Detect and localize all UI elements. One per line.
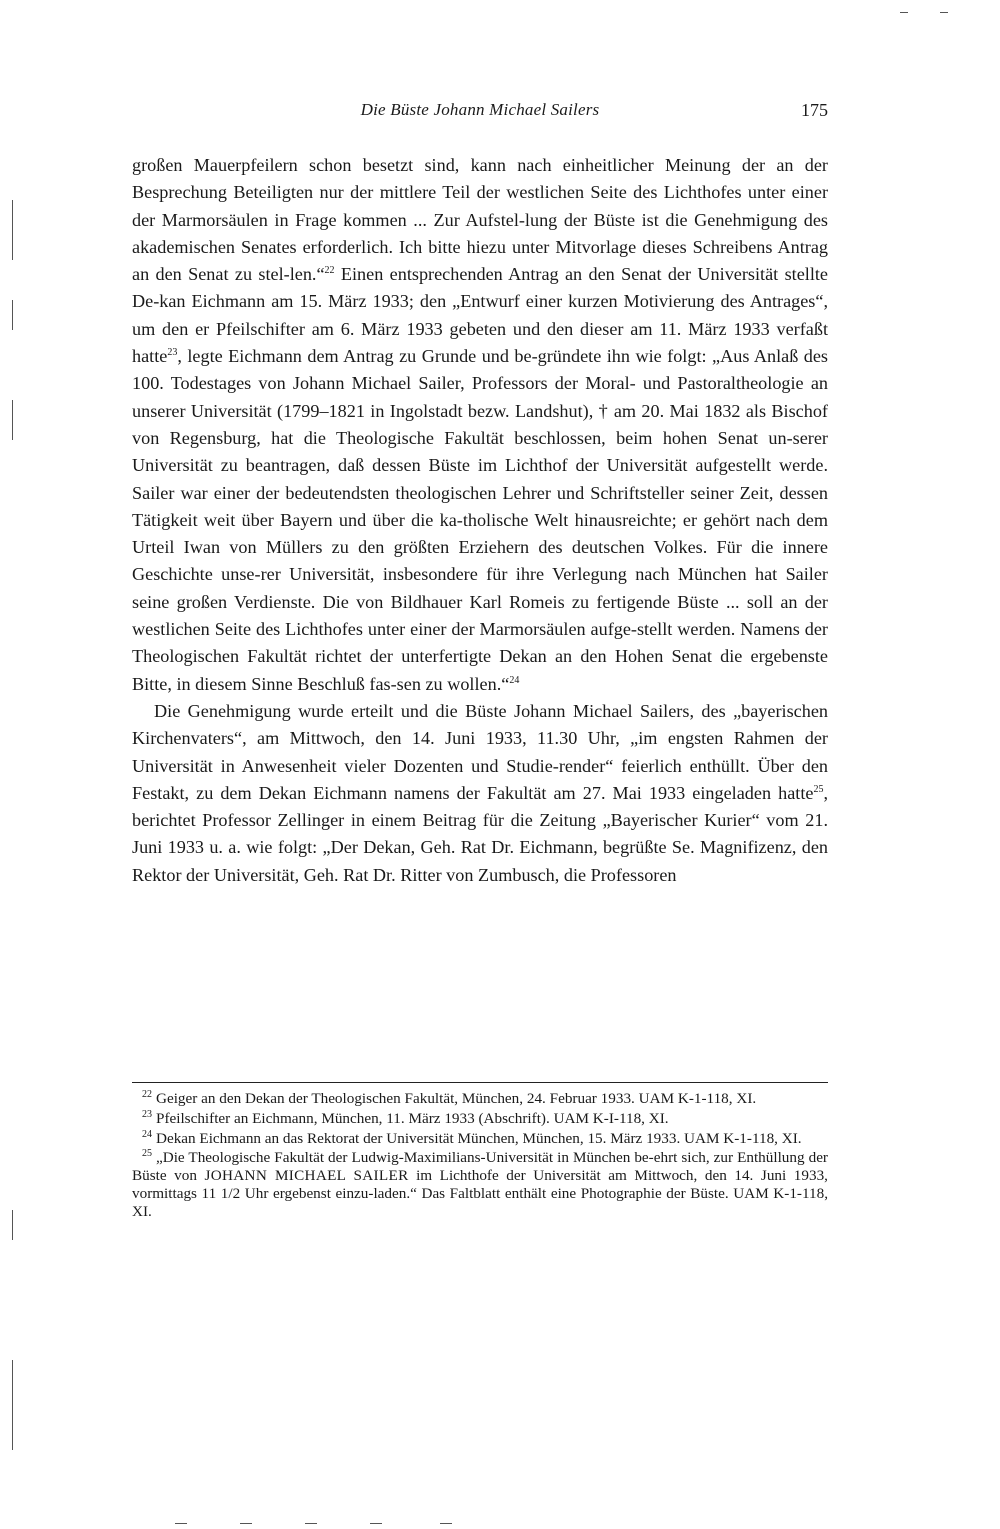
footnote-ref: 24 <box>509 674 520 686</box>
scan-artifact <box>240 1523 252 1524</box>
scan-artifact <box>440 1523 452 1524</box>
footnotes <box>132 1090 828 1223</box>
footnote-divider <box>132 1082 828 1083</box>
footnote-text: „Die Theologische Fakultät der Ludwig-Maximilians-Universität in München be-ehrt sich, zur Enthüllung der Büste von <box>132 1149 828 1185</box>
paragraph <box>132 698 828 889</box>
scan-artifact <box>12 200 13 260</box>
running-title: Die Büste Johann Michael Sailers <box>360 100 600 119</box>
scan-artifact <box>940 12 948 13</box>
scan-artifact <box>370 1523 382 1524</box>
footnote-text: Pfeilschifter an Eichmann, München, 11. März 1933 (Abschrift). UAM K-I-118, XI. <box>156 1109 669 1127</box>
footnote-ref: 23 <box>167 347 178 359</box>
text-run: Einen entsprechenden Antrag an den Senat der Universität stellte De-kan Eichmann am 15. März 1933; den „Entwurf einer kurzen Motivierung des Antrages“, um den er Pfeilschifter am 6. März 1933 gebeten und den dieser am 11. März 1933 verfaßt hatte <box>132 264 829 367</box>
text-run: Die Genehmigung wurde erteilt und die Büste Johann Michael Sailers, des „bayerischen Kirchenvaters“, am Mittwoch, den 14. Juni 1933, 11.30 Uhr, „im engsten Rahmen der Universität in Anwesenheit vieler Dozenten und Studie-render“ feierlich enthüllt. Über den Festakt, zu dem Dekan Eichmann namens der Fakultät am 27. Mai 1933 eingeladen hatte <box>132 700 828 803</box>
scan-artifact <box>12 1360 13 1450</box>
footnote-number: 24 <box>142 1128 152 1140</box>
scan-artifact <box>305 1523 317 1524</box>
scan-artifact <box>175 1523 187 1524</box>
footnote <box>132 1130 828 1148</box>
footnote-text: im Lichthofe der Universität am Mittwoch, den 14. Juni 1933, vormittags 11 1/2 Uhr ergebenst einzu-laden.“ Das Faltblatt enthält eine Photographie der Büste. UAM K-1-118, XI. <box>132 1167 828 1220</box>
paragraph <box>132 152 828 698</box>
footnote-number: 25 <box>142 1148 152 1160</box>
scan-artifact <box>900 12 908 13</box>
text-run: , berichtet Professor Zellinger in einem Beitrag für die Zeitung „Bayerischer Kurier“ vom 21. Juni 1933 u. a. wie folgt: „Der Dekan, Geh. Rat Dr. Eichmann, begrüßte Se. Magnifizenz, den Rektor der Universität, Geh. Rat Dr. Ritter von Zumbusch, die Professoren <box>132 782 828 885</box>
footnote-number: 22 <box>142 1089 152 1100</box>
footnote-caps: JOHANN MICHAEL SAILER <box>204 1167 409 1185</box>
scan-artifact <box>12 400 13 440</box>
scan-artifact <box>12 300 13 330</box>
running-head <box>132 100 828 130</box>
footnote-text: Dekan Eichmann an das Rektorat der Universität München, München, 15. März 1933. UAM K-1-118, XI. <box>156 1129 802 1147</box>
footnote-number: 23 <box>142 1108 152 1120</box>
text-run: großen Mauerpfeilern schon besetzt sind, kann nach einheitlicher Meinung der an der Besprechung Beteiligten nur der mittlere Teil der westlichen Seite des Lichthofes unter einer der Marmorsäulen in Frage kommen ... Zur Aufstel-lung der Büste ist die Genehmigung des akademischen Senates erforderlich. Ich bitte hiezu unter Mitvorlage dieses Schreibens Antrag an den Senat zu stel-len.“ <box>132 155 828 285</box>
footnote <box>132 1110 828 1128</box>
page-number: 175 <box>801 100 828 120</box>
footnote-text: Geiger an den Dekan der Theologischen Fakultät, München, 24. Februar 1933. UAM K-1-118, XI. <box>156 1090 757 1107</box>
footnote-ref: 25 <box>813 783 824 795</box>
footnote-ref: 22 <box>324 265 335 277</box>
scan-artifact <box>12 1210 13 1240</box>
text-run: , legte Eichmann dem Antrag zu Grunde und be-gründete ihn wie folgt: „Aus Anlaß des 100. Todestages von Johann Michael Sailer, Professors der Moral- und Pastoraltheologie an unserer Universität (1799–1821 in Ingolstadt bezw. Landshut), † am 20. Mai 1832 als Bischof von Regensburg, hat die Theologische Fakultät beschlossen, beim hohen Senat un-serer Universität zu beantragen, daß dessen Büste im Lichthof der Universität aufgestellt werde. Sailer war einer der bedeutendsten theologischen Lehrer und Schriftsteller seiner Zeit, dessen Tätigkeit weit über Bayern und über die ka-tholische Welt hinausreichte; er gehört nach dem Urteil Iwan von Müllers zu den größten Erziehern des deutschen Volkes. Für die innere Geschichte unse-rer Universität, insbesondere für ihre Verlegung nach München hat Sailer seine großen Verdienste. Die von Bildhauer Karl Romeis zu fertigende Büste ... soll an der westlichen Seite des Lichthofes unter einer der Marmorsäulen aufge-stellt werden. Namens der Theologischen Fakultät richtet der unterfertigte Dekan an den Hohen Senat die ergebenste Bitte, in diesem Sinne Beschluß fas-sen zu wollen.“ <box>132 346 828 694</box>
footnote <box>132 1090 828 1108</box>
footnote <box>132 1149 828 1220</box>
main-text <box>132 152 828 889</box>
